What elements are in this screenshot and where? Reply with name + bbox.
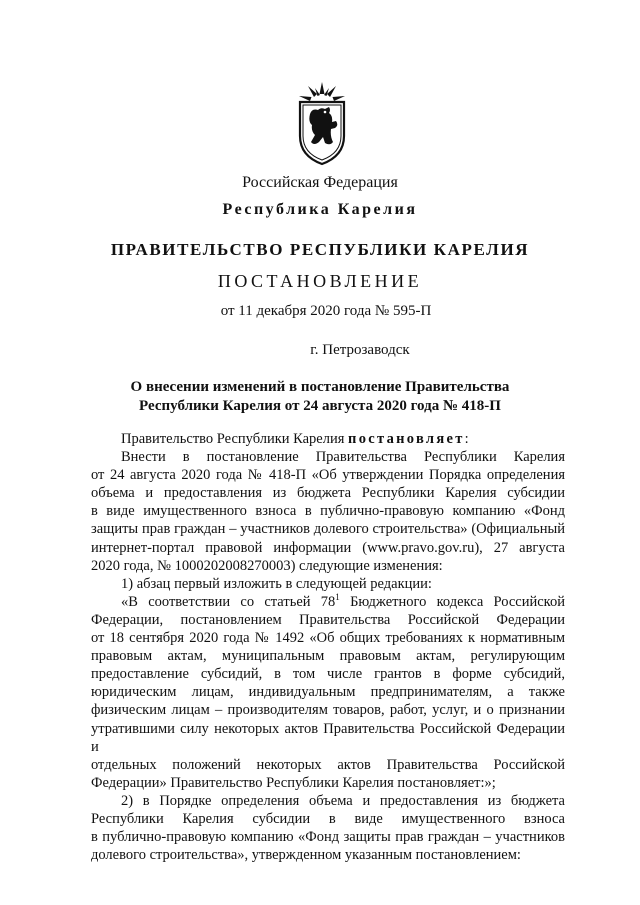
decree-verb: постановляет: [348, 431, 465, 447]
item-2: 2) в Порядке определения объема и предоставления из бюджета: [121, 792, 565, 809]
document-subject: [0, 378, 640, 416]
document-type: ПОСТАНОВЛЕНИЕ: [217, 271, 423, 291]
karelia-coat-of-arms-emblem: [296, 80, 348, 166]
quote-line: отдельных положений некоторых актов Правительства Российской: [91, 756, 565, 773]
date-and-number: от 11 декабря 2020 года № 595-П: [220, 303, 432, 319]
paragraph-line: 2020 года, № 1000202008270003) следующие изменения:: [91, 557, 443, 574]
paragraph-line: Внести в постановление Правительства Республики Карелия: [121, 449, 565, 466]
paragraph-line: от 24 августа 2020 года № 418-П «Об утверждении Порядка определения: [91, 467, 565, 484]
quote-line: предоставление субсидий, в том числе грантов в форме субсидий,: [91, 666, 565, 683]
paragraph-line: объема и предоставления из бюджета Республики Карелия субсидии: [91, 485, 565, 502]
item-2-line: Республики Карелия субсидии в виде имущественного взноса: [91, 810, 565, 827]
paragraph-line: в виде имущественного взноса в публично-правовую компанию «Фонд: [91, 503, 565, 520]
quote-line: от 18 сентября 2020 года № 1492 «Об общих требованиях к нормативным: [91, 630, 565, 647]
republic-name: Республика Карелия: [222, 201, 418, 218]
paragraph-line: интернет-портал правовой информации (www.pravo.gov.ru), 27 августа: [91, 539, 565, 556]
quote-line: «В соответствии со статьей $78^1$ Бюджетного кодекса Российской: [121, 592, 566, 610]
item-1: 1) абзац первый изложить в следующей редакции:: [121, 575, 432, 592]
quote-line: правовым актам, муниципальным правовым актам, регулирующим: [91, 648, 565, 665]
quote-line: Федерации» Правительство Республики Карелия постановляет:»;: [91, 774, 496, 791]
item-2-line: долевого строительства», утвержденном указанным постановлением:: [91, 847, 521, 864]
decree-preamble: Правительство Республики Карелия постановляет:: [121, 431, 469, 447]
government-title: ПРАВИТЕЛЬСТВО РЕСПУБЛИКИ КАРЕЛИЯ: [110, 240, 530, 259]
item-2-line: в публично-правовую компанию «Фонд защиты прав граждан – участников: [91, 829, 565, 846]
quote-line: физическим лицам – производителям товаров, работ, услуг, и о признании: [91, 702, 565, 719]
city: г. Петрозаводск: [310, 342, 410, 358]
subject-line: Республики Карелия от 24 августа 2020 года № 418-П: [139, 398, 501, 414]
quote-line: утратившими силу некоторых актов Правительства Российской Федерации и: [91, 720, 565, 755]
subject-line: О внесении изменений в постановление Правительства: [130, 379, 510, 395]
country-name: Российская Федерация: [242, 174, 398, 191]
document-body: [91, 430, 565, 864]
quote-line: юридическим лицам, индивидуальным предпринимателям, а также: [91, 684, 565, 701]
quote-line: Федерации, постановлением Правительства Российской Федерации: [91, 611, 565, 628]
paragraph-line: защиты прав граждан – участников долевого строительства» (Официальный: [91, 521, 565, 538]
